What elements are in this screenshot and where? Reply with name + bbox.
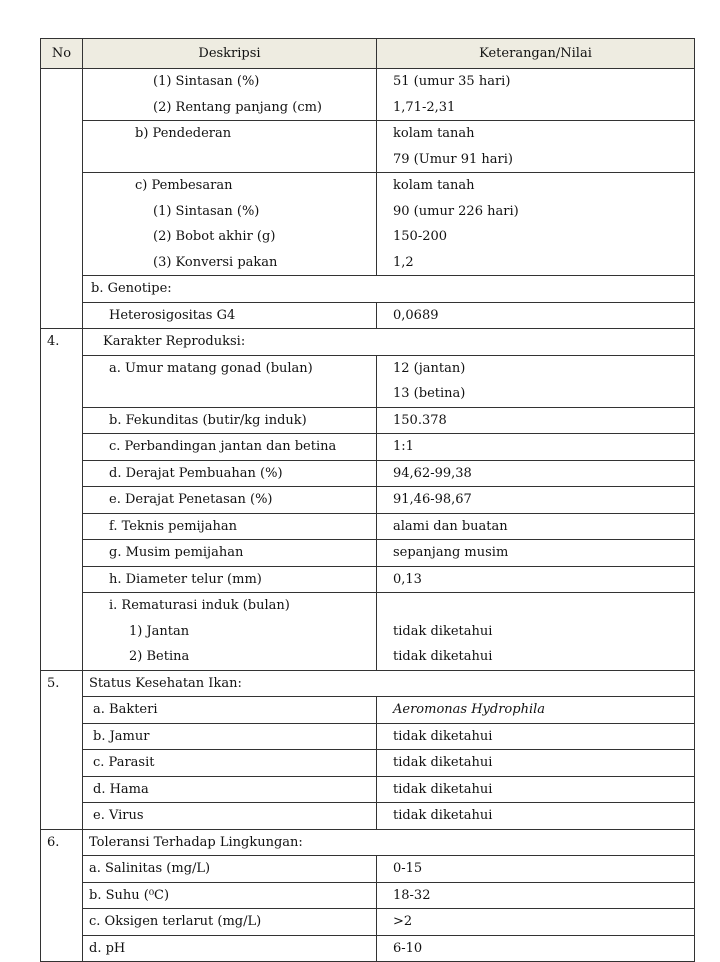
table-row xyxy=(41,434,695,461)
table-row xyxy=(41,935,695,962)
description-cell xyxy=(83,460,377,487)
description-text: g. Musim pemijahan xyxy=(109,545,244,560)
description-text: i. Rematurasi induk (bulan) xyxy=(109,598,290,613)
value-cell xyxy=(377,803,695,830)
value-cell xyxy=(377,776,695,803)
description-cell xyxy=(83,856,377,883)
table-body xyxy=(41,69,695,962)
value-text: 12 (jantan) xyxy=(393,360,466,376)
table-row xyxy=(41,697,695,724)
value-text: tidak diketahui xyxy=(393,728,493,744)
value-text: 90 (umur 226 hari) xyxy=(393,203,519,219)
description-cell xyxy=(83,935,377,962)
table-row xyxy=(41,276,695,303)
description-text: a. Bakteri xyxy=(93,702,158,717)
value-cell xyxy=(377,882,695,909)
value-text: 1,2 xyxy=(393,254,414,270)
value-text: tidak diketahui xyxy=(393,623,493,639)
value-cell xyxy=(377,487,695,514)
value-cell xyxy=(377,173,695,276)
table-row xyxy=(41,487,695,514)
description-cell xyxy=(83,69,377,121)
value-text: 1,71-2,31 xyxy=(393,99,456,115)
description-cell xyxy=(83,513,377,540)
table-row xyxy=(41,882,695,909)
description-cell xyxy=(83,434,377,461)
value-cell xyxy=(377,69,695,121)
description-text: d. pH xyxy=(89,940,126,956)
description-text: Status Kesehatan Ikan: xyxy=(89,675,242,691)
description-cell xyxy=(83,566,377,593)
description-text: b. Fekunditas (butir/kg induk) xyxy=(109,412,307,428)
description-text: c) Pembesaran xyxy=(135,178,233,193)
value-cell xyxy=(377,697,695,724)
value-text xyxy=(377,593,694,619)
description-text: b) Pendederan xyxy=(135,126,232,141)
description-cell xyxy=(83,121,377,173)
table-row xyxy=(41,829,695,856)
description-text: d. Hama xyxy=(93,781,149,797)
header-no: No xyxy=(41,39,83,69)
description-cell xyxy=(83,540,377,567)
value-text: 51 (umur 35 hari) xyxy=(393,74,511,89)
description-cell xyxy=(83,593,377,671)
value-text: 18-32 xyxy=(393,887,431,903)
description-text: e. Virus xyxy=(93,808,144,823)
value-cell xyxy=(377,513,695,540)
value-text: 1:1 xyxy=(393,439,414,454)
table-row xyxy=(41,355,695,407)
description-cell xyxy=(83,670,695,697)
value-text: 0,0689 xyxy=(393,307,439,323)
table-row xyxy=(41,723,695,750)
value-text: tidak diketahui xyxy=(393,781,493,797)
description-cell xyxy=(83,829,695,856)
table-row xyxy=(41,173,695,276)
value-text: 13 (betina) xyxy=(393,386,466,401)
description-text: 1) Jantan xyxy=(129,623,190,639)
value-cell xyxy=(377,434,695,461)
table-row xyxy=(41,302,695,329)
description-text: c. Oksigen terlarut (mg/L) xyxy=(89,914,262,929)
description-text: b. Suhu (⁰C) xyxy=(89,887,170,903)
description-cell xyxy=(83,276,695,303)
value-cell xyxy=(377,909,695,936)
value-text: 6-10 xyxy=(393,940,423,956)
description-cell xyxy=(83,173,377,276)
table-row xyxy=(41,460,695,487)
value-text: >2 xyxy=(393,914,413,929)
description-cell xyxy=(83,407,377,434)
value-cell xyxy=(377,355,695,407)
description-text: b. Genotipe: xyxy=(91,281,172,296)
description-cell xyxy=(83,723,377,750)
table-row xyxy=(41,856,695,883)
description-cell xyxy=(83,803,377,830)
description-text: f. Teknis pemijahan xyxy=(109,518,237,534)
description-cell xyxy=(83,882,377,909)
value-text: tidak diketahui xyxy=(393,808,493,823)
value-text: 0-15 xyxy=(393,861,423,876)
table-row xyxy=(41,776,695,803)
description-cell xyxy=(83,355,377,407)
value-text: 94,62-99,38 xyxy=(393,465,472,481)
description-text: Karakter Reproduksi: xyxy=(103,334,246,349)
description-cell xyxy=(83,302,377,329)
table-header-row xyxy=(41,39,695,69)
value-cell xyxy=(377,593,695,671)
table-row xyxy=(41,909,695,936)
value-text: tidak diketahui xyxy=(393,649,493,664)
value-cell xyxy=(377,460,695,487)
description-text: a. Umur matang gonad (bulan) xyxy=(109,360,313,376)
description-cell xyxy=(83,697,377,724)
section-number: 4. xyxy=(41,329,83,671)
value-cell xyxy=(377,121,695,173)
table-row xyxy=(41,803,695,830)
header-description: Deskripsi xyxy=(83,39,377,69)
value-cell xyxy=(377,540,695,567)
table-row xyxy=(41,750,695,777)
value-cell xyxy=(377,723,695,750)
value-cell xyxy=(377,935,695,962)
description-text: d. Derajat Pembuahan (%) xyxy=(109,465,283,481)
table-row xyxy=(41,69,695,121)
value-text: Aeromonas Hydrophila xyxy=(393,702,546,717)
value-text: 150.378 xyxy=(393,412,447,428)
table-row xyxy=(41,407,695,434)
value-text: kolam tanah xyxy=(393,178,475,193)
description-cell xyxy=(83,909,377,936)
description-text: Toleransi Terhadap Lingkungan: xyxy=(89,834,303,850)
value-text: alami dan buatan xyxy=(393,518,508,534)
description-text: b. Jamur xyxy=(93,728,150,744)
description-text: (1) Sintasan (%) xyxy=(153,203,260,219)
description-cell xyxy=(83,750,377,777)
description-text: c. Perbandingan jantan dan betina xyxy=(109,439,337,454)
description-cell xyxy=(83,776,377,803)
value-cell xyxy=(377,407,695,434)
description-cell xyxy=(83,487,377,514)
description-text: Heterosigositas G4 xyxy=(109,307,236,323)
value-text: kolam tanah xyxy=(393,126,475,141)
value-text: 0,13 xyxy=(393,571,422,587)
table-row xyxy=(41,121,695,173)
description-text: h. Diameter telur (mm) xyxy=(109,571,262,587)
table-row xyxy=(41,513,695,540)
table-row xyxy=(41,329,695,356)
table-row xyxy=(41,670,695,697)
description-text: (2) Rentang panjang (cm) xyxy=(153,99,323,115)
section-number xyxy=(41,69,83,329)
value-cell xyxy=(377,750,695,777)
value-cell xyxy=(377,302,695,329)
description-text: a. Salinitas (mg/L) xyxy=(89,861,211,876)
value-cell xyxy=(377,856,695,883)
description-text: (2) Bobot akhir (g) xyxy=(153,229,276,244)
header-value: Keterangan/Nilai xyxy=(377,39,695,69)
data-table xyxy=(40,38,695,962)
description-text: e. Derajat Penetasan (%) xyxy=(109,492,273,507)
description-text: c. Parasit xyxy=(93,755,155,770)
description-cell xyxy=(83,329,695,356)
value-text: 79 (Umur 91 hari) xyxy=(393,151,513,167)
value-text: 91,46-98,67 xyxy=(393,492,472,507)
table-row xyxy=(41,540,695,567)
value-cell xyxy=(377,566,695,593)
table-row xyxy=(41,566,695,593)
value-text: 150-200 xyxy=(393,229,448,244)
section-number: 6. xyxy=(41,829,83,962)
value-text: sepanjang musim xyxy=(393,545,509,560)
table-row xyxy=(41,593,695,671)
description-text: (1) Sintasan (%) xyxy=(153,74,260,89)
description-text: 2) Betina xyxy=(129,649,190,664)
value-text: tidak diketahui xyxy=(393,755,493,770)
section-number: 5. xyxy=(41,670,83,829)
description-text: (3) Konversi pakan xyxy=(153,254,278,270)
